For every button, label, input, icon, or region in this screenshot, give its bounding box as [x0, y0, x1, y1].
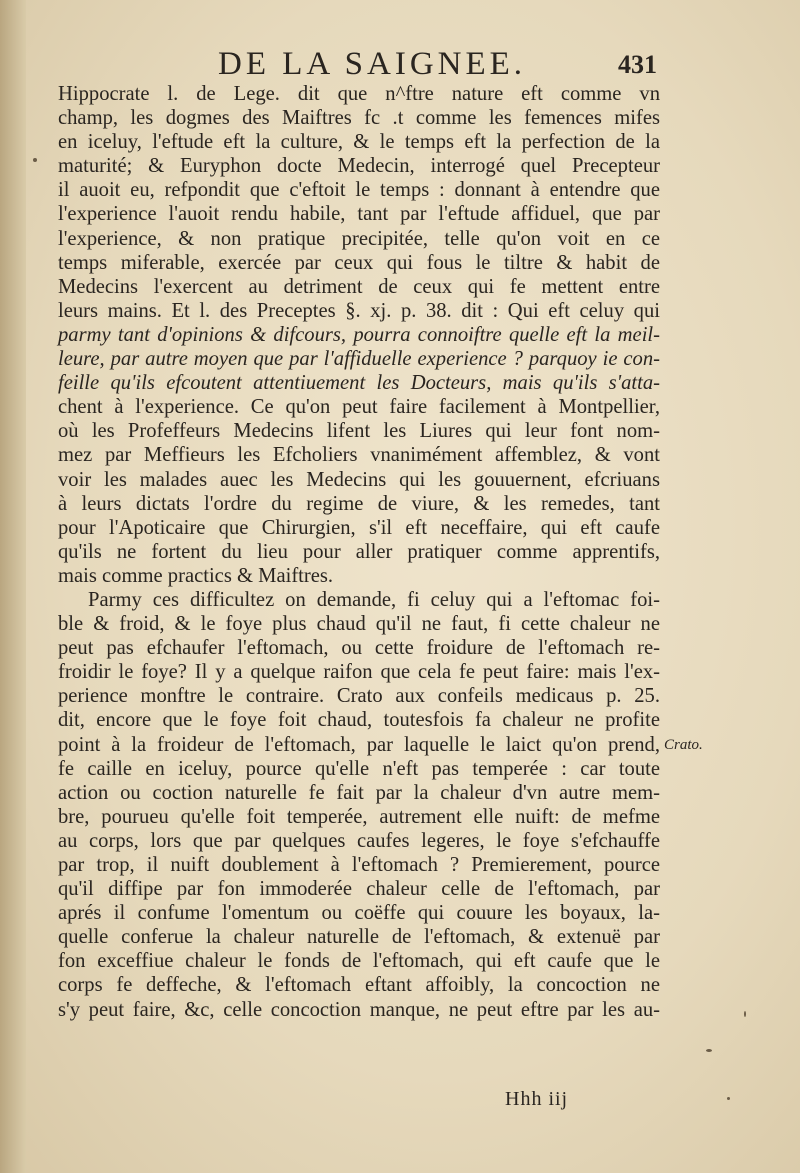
- text-line: fe caille en iceluy, pource qu'elle n'eft pas temperée : car toute: [58, 757, 660, 780]
- body-text: [58, 82, 660, 1022]
- running-header: DE LA SAIGNEE.: [218, 46, 527, 82]
- text-line: s'y peut faire, &c, celle concoction manque, ne peut eftre par les au-: [58, 998, 660, 1021]
- text-line: mais comme practics & Maiftres.: [58, 564, 334, 587]
- text-line: fon exceffiue chaleur le fonds de l'eftomach, qui eft caufe que le: [58, 950, 660, 973]
- text-line: l'experience, & non pratique precipitée, telle qu'on voit en ce: [58, 227, 660, 250]
- text-line: dit, encore que le foye foit chaud, toutesfois fa chaleur ne profite: [58, 709, 660, 732]
- text-line: chent à l'experience. Ce qu'on peut faire facilement à Montpellier,: [58, 396, 660, 419]
- text-line: il auoit eu, refpondit que c'eftoit le temps : donnant à entendre que: [58, 179, 660, 202]
- text-line: à leurs dictats l'ordre du regime de viure, & les remedes, tant: [58, 492, 660, 515]
- margin-note: Crato.: [664, 737, 703, 753]
- paper-speck: [744, 1011, 746, 1017]
- text-line: qu'ils ne fortent du lieu pour aller pratiquer comme apprentifs,: [58, 540, 660, 563]
- paper-speck: [33, 158, 37, 162]
- text-line: au corps, lors que par quelques caufes legeres, le foye s'efchauffe: [58, 829, 660, 852]
- text-line: quelle conferue la chaleur naturelle de l'eftomach, & extenuë par: [58, 926, 660, 949]
- text-line: qu'il diffipe par fon immoderée chaleur celle de l'eftomach, par: [58, 878, 660, 901]
- text-line: en iceluy, l'eftude eft la culture, & le temps eft la perfection de la: [58, 131, 660, 154]
- text-line: peut pas efchaufer l'eftomach, ou cette froidure de l'eftomach re-: [58, 637, 660, 660]
- text-line: action ou coction naturelle fe fait par la chaleur d'vn autre mem-: [58, 781, 660, 804]
- text-line: aprés il confume l'omentum ou coëffe qui couure les boyaux, la-: [58, 902, 660, 925]
- text-line: froidir le foye? Il y a quelque raifon que cela fe peut faire: mais l'ex-: [58, 661, 660, 684]
- text-line-italic: feille qu'ils efcoutent attentiuement les Docteurs, mais qu'ils s'atta-: [58, 372, 660, 395]
- text-line-italic: leure, par autre moyen que par l'affiduelle experience ? parquoy ie con-: [58, 348, 660, 371]
- text-line: temps miferable, exercée par ceux qui fous le tiltre & habit de: [58, 251, 660, 274]
- page-number: 431: [618, 50, 657, 79]
- text-line: pour l'Apoticaire que Chirurgien, s'il eft neceffaire, qui eft caufe: [58, 516, 660, 539]
- text-line: point à la froideur de l'eftomach, par laquelle le laict qu'on prend,: [58, 733, 660, 756]
- text-line: leurs mains. Et l. des Preceptes §. xj. p. 38. dit : Qui eft celuy qui: [58, 299, 660, 322]
- text-line: Parmy ces difficultez on demande, fi celuy qui a l'eftomac foi-: [88, 588, 660, 611]
- text-line-italic: parmy tant d'opinions & difcours, pourra connoiftre quelle eft la meil-: [58, 323, 660, 346]
- text-line: Medecins l'exercent au detriment de ceux qui fe mettent entre: [58, 275, 660, 298]
- page-gutter: [0, 0, 26, 1173]
- paper-speck: [727, 1097, 730, 1100]
- text-line: perience monftre le contraire. Crato aux confeils medicaus p. 25.: [58, 685, 660, 708]
- signature-mark: Hhh iij: [505, 1088, 569, 1110]
- text-line: ble & froid, & le foye plus chaud qu'il ne faut, fi cette chaleur ne: [58, 613, 660, 636]
- text-line: corps fe deffeche, & l'eftomach eftant affoibly, la concoction ne: [58, 974, 660, 997]
- text-line: voir les malades auec les Medecins qui les gouuernent, efcriuans: [58, 468, 660, 491]
- text-line: maturité; & Euryphon docte Medecin, interrogé quel Precepteur: [58, 155, 660, 178]
- text-line: mez par Meffieurs les Efcholiers vnanimément affemblez, & vont: [58, 444, 660, 467]
- paper-speck: [706, 1049, 712, 1052]
- text-line: bre, pourueu qu'elle foit temperée, autrement elle nuift: de mefme: [58, 805, 660, 828]
- text-line: champ, les dogmes des Maiftres fc .t comme les femences mifes: [58, 107, 660, 130]
- text-line: par trop, il nuift doublement à l'eftomach ? Premierement, pource: [58, 854, 660, 876]
- text-line: Hippocrate l. de Lege. dit que n^ftre nature eft comme vn: [58, 83, 660, 105]
- text-line: l'experience l'auoit rendu habile, tant par l'eftude affiduel, que par: [58, 203, 660, 226]
- text-line: où les Profeffeurs Medecins lifent les Liures qui leur font nom-: [58, 420, 660, 443]
